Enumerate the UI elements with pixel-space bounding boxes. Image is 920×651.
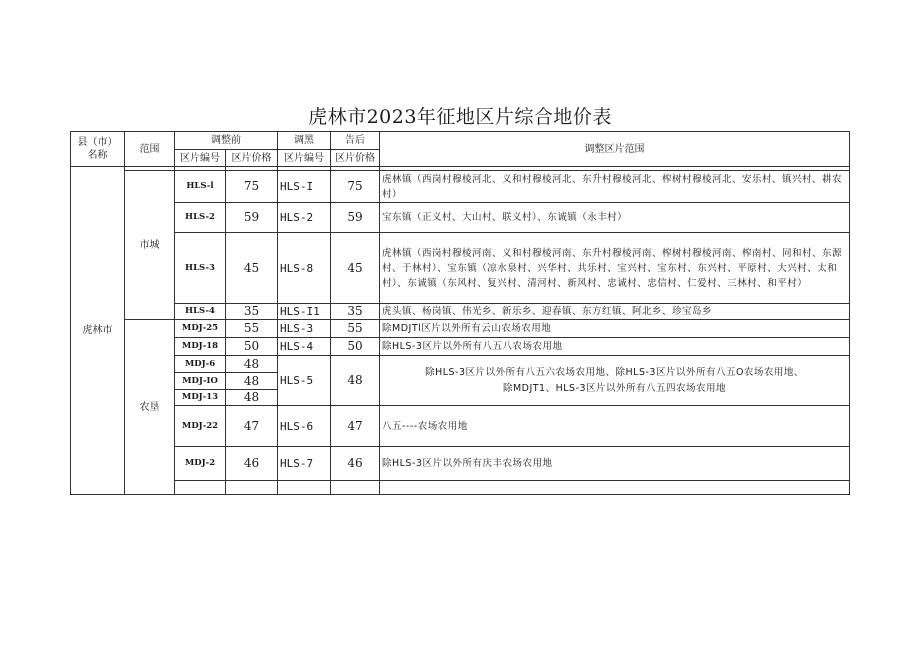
header-code-after: 区片编号 <box>278 150 331 167</box>
table-row <box>71 233 850 304</box>
table-row <box>71 356 850 373</box>
new-price: 48 <box>331 356 380 406</box>
table-row <box>71 203 850 233</box>
header-after-a: 调黑 <box>278 132 331 150</box>
old-price: 46 <box>226 447 278 481</box>
table-row <box>71 447 850 481</box>
table-row <box>71 171 850 203</box>
new-price: 47 <box>331 406 380 447</box>
header-after-b: 告后 <box>331 132 380 150</box>
range-line: 除MDJT1、HLS-3区片以外所有八五四农场农用地 <box>502 382 727 394</box>
old-price: 59 <box>226 203 278 233</box>
new-price: 35 <box>331 304 380 320</box>
header-code-before: 区片编号 <box>175 150 226 167</box>
header-price-before: 区片价格 <box>226 150 278 167</box>
range-text <box>380 356 850 406</box>
range-text: 虎林镇（西岗村穆棱河南、义和村穆棱河南、东升村穆棱河南、榨树村穆棱河南、榨南村、同和村、东源村、于林村）、宝东镇（凉水泉村、兴华村、共乐村、宝兴村、宝东村、东兴村、平原村、大兴村、太和村）、东诚镇（东风村、复兴村、清河村、新风村、忠诚村、忠信村、仁爱村、三林村、和平村） <box>380 233 850 304</box>
group-urban: 市城 <box>125 171 175 320</box>
range-text: 除HLS-3区片以外所有八五八农场农用地 <box>380 338 850 356</box>
new-code: HLS-7 <box>278 447 331 481</box>
old-code: HLS-l <box>175 171 226 203</box>
new-code: HLS-2 <box>278 203 331 233</box>
range-text: 除MDJTl区片以外所有云山农场农用地 <box>380 320 850 338</box>
header-county: 县（市）名称 <box>71 132 125 167</box>
old-price: 48 <box>226 356 278 373</box>
old-code: MDJ-25 <box>175 320 226 338</box>
new-code: HLS-4 <box>278 338 331 356</box>
new-code: HLS-5 <box>278 356 331 406</box>
table-row <box>71 406 850 447</box>
old-code: HLS-3 <box>175 233 226 304</box>
range-line: 除HLS-3区片以外所有八五六农场农用地、除HLS-3区片以外所有八五O农场农用地、 <box>425 366 804 378</box>
range-text: 虎林镇（西岗村穆棱河北、义和村穆棱河北、东升村穆棱河北、榨树村穆棱河北、安乐村、镇兴村、耕农村） <box>380 171 850 203</box>
new-code: HLS-6 <box>278 406 331 447</box>
new-price: 46 <box>331 447 380 481</box>
old-price: 50 <box>226 338 278 356</box>
header-price-after: 区片价格 <box>331 150 380 167</box>
header-scope: 范围 <box>125 132 175 167</box>
new-code: HLS-I1 <box>278 304 331 320</box>
old-code: HLS-4 <box>175 304 226 320</box>
old-code: MDJ-13 <box>175 390 226 406</box>
range-text: 宝东镇（正义村、大山村、联义村）、东诚镇（永丰村） <box>380 203 850 233</box>
new-code: HLS-I <box>278 171 331 203</box>
old-price: 48 <box>226 373 278 390</box>
old-price: 55 <box>226 320 278 338</box>
header-range: 调整区片范围 <box>380 132 850 167</box>
old-code: MDJ-2 <box>175 447 226 481</box>
county-cell: 虎林市 <box>71 167 125 495</box>
old-code: MDJ-18 <box>175 338 226 356</box>
group-farm: 农垦 <box>125 320 175 495</box>
new-price: 75 <box>331 171 380 203</box>
old-price: 35 <box>226 304 278 320</box>
old-price: 45 <box>226 233 278 304</box>
range-text: 八五----农场农用地 <box>380 406 850 447</box>
table-row <box>71 304 850 320</box>
new-code: HLS-3 <box>278 320 331 338</box>
old-code: MDJ-IO <box>175 373 226 390</box>
old-code: MDJ-6 <box>175 356 226 373</box>
old-code: HLS-2 <box>175 203 226 233</box>
new-price: 50 <box>331 338 380 356</box>
new-code: HLS-8 <box>278 233 331 304</box>
old-price: 47 <box>226 406 278 447</box>
land-price-table <box>70 131 850 495</box>
old-code: MDJ-22 <box>175 406 226 447</box>
page-title: 虎林市2023年征地区片综合地价表 <box>308 106 612 128</box>
old-price: 48 <box>226 390 278 406</box>
table-row <box>71 338 850 356</box>
new-price: 59 <box>331 203 380 233</box>
new-price: 45 <box>331 233 380 304</box>
header-before: 调整前 <box>175 132 278 150</box>
old-price: 75 <box>226 171 278 203</box>
table-row <box>71 320 850 338</box>
new-price: 55 <box>331 320 380 338</box>
range-text: 虎头镇、杨岗镇、伟光乡、新乐乡、迎春镇、东方红镇、阿北乡、珍宝岛乡 <box>380 304 850 320</box>
range-text: 除HLS-3区片以外所有庆丰农场农用地 <box>380 447 850 481</box>
